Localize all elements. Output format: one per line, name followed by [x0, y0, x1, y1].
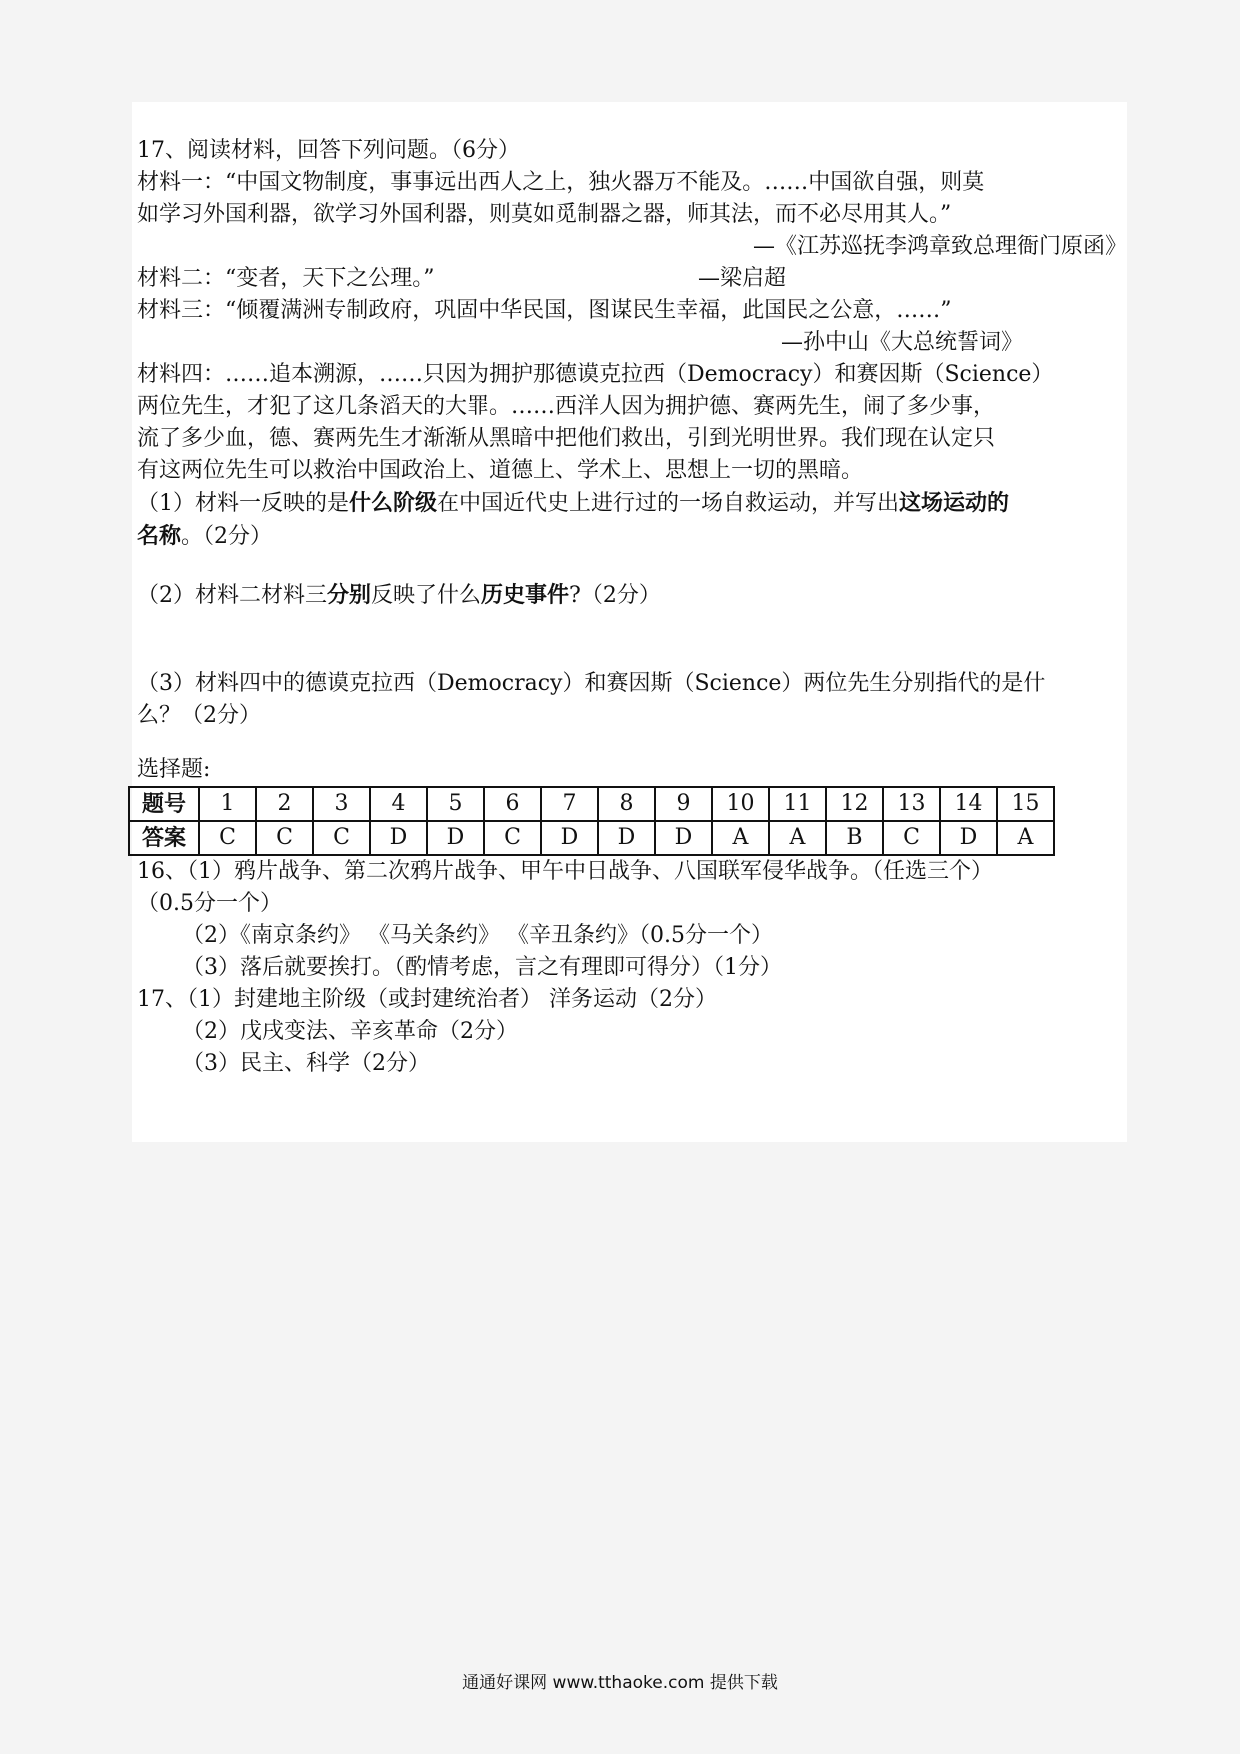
sub-question-1-line-1: [137, 487, 1127, 520]
text-span: 在中国近代史上进行过的一场自救运动，并写出: [437, 491, 900, 516]
table-cell: 5: [427, 787, 484, 821]
material-2-text: 材料二：“变者，天下之公理。”: [137, 266, 435, 291]
text-span: （2）材料二材料三: [137, 583, 327, 608]
table-cell: D: [370, 821, 427, 855]
bold-span: 什么阶级: [349, 490, 438, 516]
table-cell: 12: [826, 787, 883, 821]
choice-label: 选择题:: [137, 757, 211, 782]
text-span: 反映了什么: [371, 583, 482, 608]
material-3-text: 材料三：“倾覆满洲专制政府，巩固中华民国，图谋民生幸福，此国民之公意，……”: [137, 298, 952, 323]
answer-table: [128, 786, 1055, 856]
bold-span: 分别: [327, 582, 372, 608]
material-1-line-1: 材料一：“中国文物制度，事事远出西人之上，独火器万不能及。……中国欲自强，则莫: [137, 170, 985, 195]
table-cell: C: [484, 821, 541, 855]
table-cell: 3: [313, 787, 370, 821]
table-cell: 7: [541, 787, 598, 821]
table-cell: 15: [997, 787, 1054, 821]
material-4-line-3: 流了多少血，德、赛两先生才渐渐从黑暗中把他们救出，引到光明世界。我们现在认定只: [137, 426, 996, 451]
table-cell: 14: [940, 787, 997, 821]
material-2-source: —梁启超: [698, 266, 787, 291]
answer-16-2: （2）《南京条约》 《马关条约》 《辛丑条约》（0.5分一个）: [182, 923, 773, 948]
table-header-number: 题号: [129, 787, 199, 821]
answer-16-1-line-1: 16、（1）鸦片战争、第二次鸦片战争、甲午中日战争、八国联军侵华战争。（任选三个）: [137, 859, 993, 884]
table-row-numbers: [129, 787, 1054, 821]
material-4-line-1: 材料四：……追本溯源，……只因为拥护那德谟克拉西（Democracy）和赛因斯（Science）: [137, 362, 1054, 387]
sub-question-1-line-2: [137, 520, 1127, 553]
table-cell: 4: [370, 787, 427, 821]
table-cell: D: [598, 821, 655, 855]
table-cell: D: [541, 821, 598, 855]
table-cell: D: [655, 821, 712, 855]
table-cell: D: [427, 821, 484, 855]
material-4-line-2: 两位先生，才犯了这几条滔天的大罪。……西洋人因为拥护德、赛两先生，闹了多少事，: [137, 394, 996, 419]
table-cell: 10: [712, 787, 769, 821]
sub-question-3-line-1: （3）材料四中的德谟克拉西（Democracy）和赛因斯（Science）两位先生分别指代的是什: [137, 671, 1046, 696]
answer-16-1-line-2: （0.5分一个）: [137, 891, 282, 916]
sub-question-2: [137, 579, 1127, 612]
table-cell: B: [826, 821, 883, 855]
table-cell: C: [313, 821, 370, 855]
sub-question-3-line-2: 么？（2分）: [137, 703, 261, 728]
material-1-source: —《江苏巡抚李鸿章致总理衙门原函》: [752, 234, 1127, 259]
document-content: [137, 135, 1127, 1080]
table-cell: C: [883, 821, 940, 855]
table-row-answers: [129, 821, 1054, 855]
table-cell: A: [712, 821, 769, 855]
bold-span: 历史事件: [481, 582, 570, 608]
text-span: ?（2分）: [569, 583, 661, 608]
table-cell: A: [769, 821, 826, 855]
question-17-title: 17、阅读材料，回答下列问题。（6分）: [137, 138, 520, 163]
text-span: （1）材料一反映的是: [137, 491, 349, 516]
text-span: 。（2分）: [181, 524, 273, 549]
answer-17-1: 17、（1）封建地主阶级（或封建统治者） 洋务运动（2分）: [137, 987, 717, 1012]
material-3-source: —孙中山《大总统誓词》: [780, 330, 1023, 355]
bold-span: 这场运动的: [899, 490, 1010, 516]
bold-span: 名称: [137, 523, 182, 549]
table-cell: 2: [256, 787, 313, 821]
footer-credit: 通通好课网 www.tthaoke.com 提供下载: [462, 1673, 778, 1693]
table-cell: D: [940, 821, 997, 855]
answer-16-3: （3）落后就要挨打。（酌情考虑，言之有理即可得分）（1分）: [182, 955, 782, 980]
table-cell: 13: [883, 787, 940, 821]
table-header-answer: 答案: [129, 821, 199, 855]
table-cell: 11: [769, 787, 826, 821]
table-cell: 8: [598, 787, 655, 821]
table-cell: A: [997, 821, 1054, 855]
answer-17-3: （3）民主、科学（2分）: [182, 1051, 430, 1076]
material-1-line-2: 如学习外国利器，欲学习外国利器，则莫如觅制器之器，师其法，而不必尽用其人。”: [137, 202, 952, 227]
table-cell: 9: [655, 787, 712, 821]
table-cell: C: [199, 821, 256, 855]
material-4-line-4: 有这两位先生可以救治中国政治上、道德上、学术上、思想上一切的黑暗。: [137, 458, 864, 483]
table-cell: 6: [484, 787, 541, 821]
answer-17-2: （2）戊戌变法、辛亥革命（2分）: [182, 1019, 518, 1044]
material-2-row: [137, 263, 1127, 295]
table-cell: C: [256, 821, 313, 855]
table-cell: 1: [199, 787, 256, 821]
